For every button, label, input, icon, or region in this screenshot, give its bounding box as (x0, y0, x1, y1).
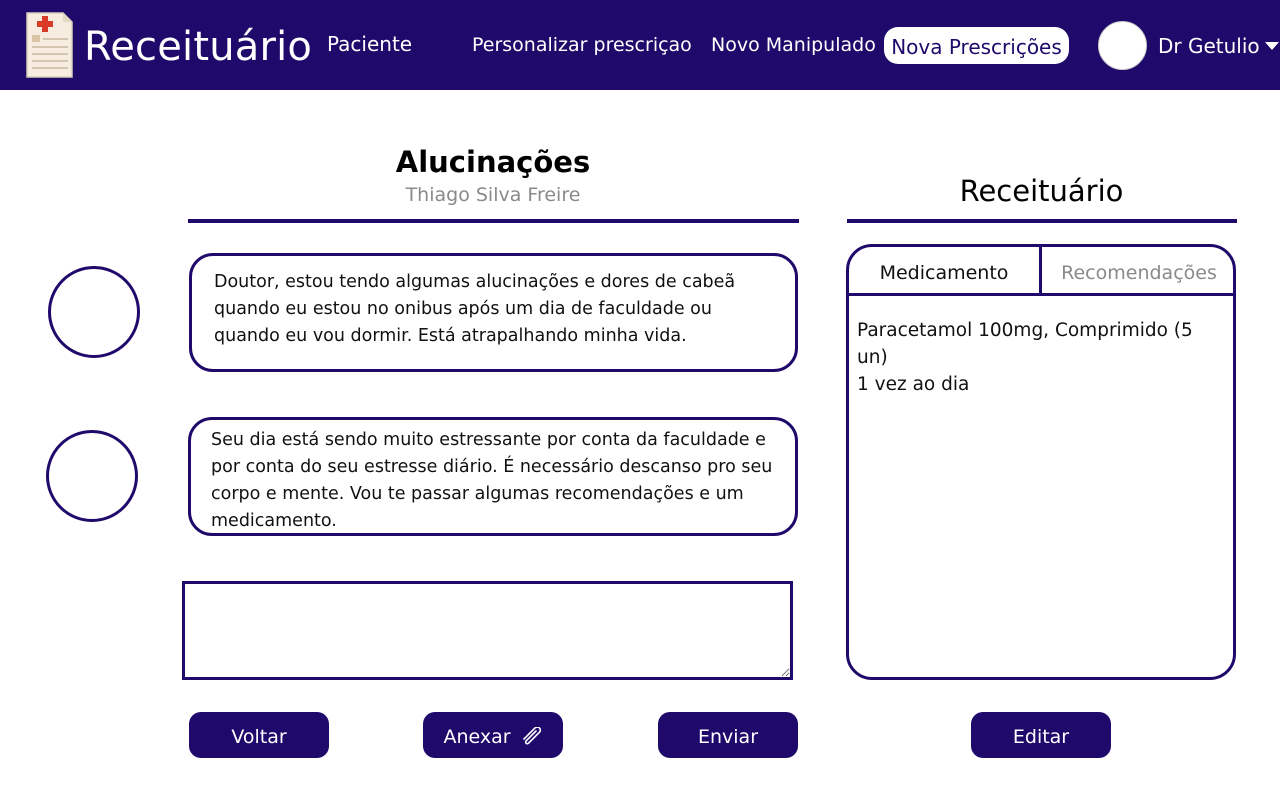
anexar-label: Anexar (443, 726, 511, 748)
editar-button[interactable] (971, 712, 1111, 758)
divider (847, 219, 1237, 223)
prescription-document-icon (24, 11, 74, 79)
anexar-button[interactable] (423, 712, 563, 758)
nav-novo-manipulado[interactable]: Novo Manipulado (711, 34, 876, 56)
divider (188, 219, 799, 223)
app-brand: Receituário (84, 24, 313, 70)
message-input[interactable] (182, 581, 793, 680)
user-name: Dr Getulio (1158, 34, 1260, 58)
top-navbar (0, 0, 1280, 90)
prescription-tabs (849, 247, 1233, 296)
caret-down-icon (1265, 42, 1279, 50)
medication-name: Paracetamol 100mg, Comprimido (5 un) (857, 320, 1193, 368)
nav-nova-prescricoes-button[interactable]: Nova Prescrições (884, 27, 1069, 64)
patient-name: Thiago Silva Freire (405, 184, 581, 206)
editar-label: Editar (1012, 726, 1070, 748)
patient-avatar (48, 266, 140, 358)
consultation-title: Alucinações (395, 145, 591, 179)
nav-paciente[interactable]: Paciente (327, 32, 413, 56)
prescription-title: Receituário (959, 174, 1124, 208)
voltar-button[interactable] (189, 712, 329, 758)
nav-personalizar-prescricao[interactable]: Personalizar prescriçao (472, 34, 692, 56)
tab-recomendacoes[interactable]: Recomendações (1061, 262, 1217, 284)
message-bubble-patient: Doutor, estou tendo algumas alucinações e dores de cabeã quando eu estou no onibus após um dia de faculdade ou quando eu vou dormir. Está atrapalhando minha vida. (189, 253, 798, 372)
voltar-label: Voltar (231, 726, 287, 748)
medication-dosage: 1 vez ao dia (857, 374, 970, 395)
user-avatar[interactable] (1098, 21, 1147, 70)
enviar-label: Enviar (697, 726, 759, 748)
paperclip-icon (521, 727, 543, 745)
doctor-avatar (46, 430, 138, 522)
medication-details (857, 317, 1225, 398)
enviar-button[interactable] (658, 712, 798, 758)
message-bubble-doctor: Seu dia está sendo muito estressante por conta da faculdade e por conta do seu estresse diário. É necessário descanso pro seu corpo e mente. Vou te passar algumas recomendações e um medicamento. (188, 417, 798, 536)
tab-medicamento[interactable]: Medicamento (849, 247, 1042, 293)
user-menu[interactable] (1158, 34, 1279, 58)
prescription-panel (846, 244, 1236, 680)
